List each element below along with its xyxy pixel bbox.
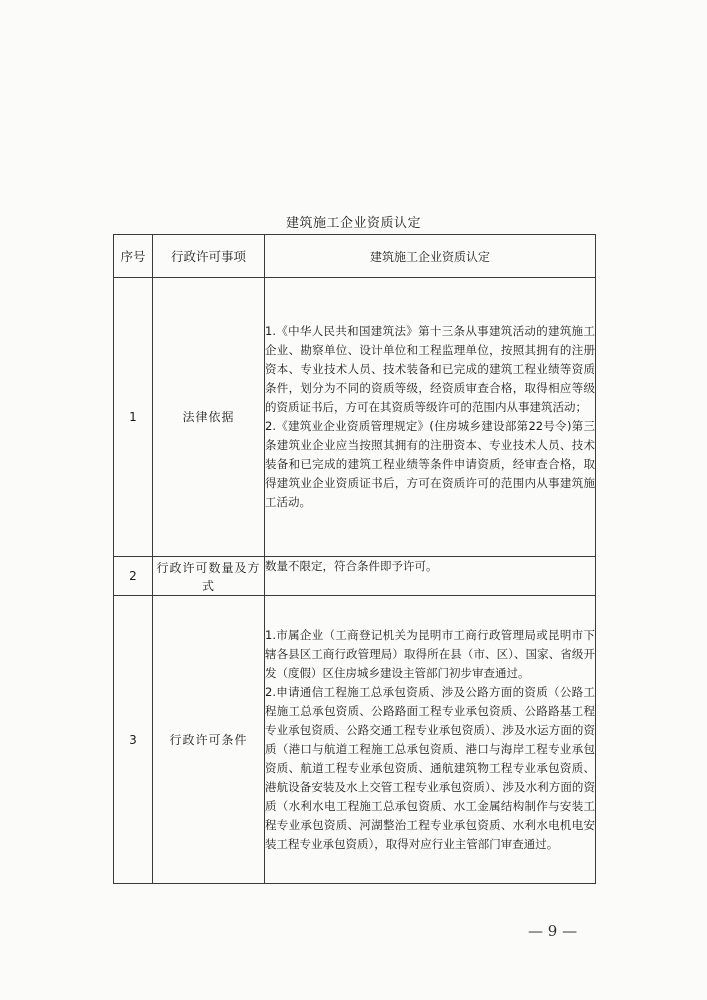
content-paragraph: 1.《中华人民共和国建筑法》第十三条从事建筑活动的建筑施工企业、勘察单位、设计单位和工程监理单位，按照其拥有的注册资本、专业技术人员、技术装备和已完成的建筑工程业绩等资质条件，划分为不同的资质等级，经资质审查合格，取得相应等级的资质证书后，方可在其资质等级许可的范围内从事建筑活动； <box>265 324 595 414</box>
header-subject: 建筑施工企业资质认定 <box>265 235 596 278</box>
qualification-table <box>113 234 596 884</box>
header-item: 行政许可事项 <box>153 235 265 278</box>
row-item: 行政许可条件 <box>153 596 265 884</box>
row-item: 法律依据 <box>153 278 265 557</box>
header-no: 序号 <box>114 235 153 278</box>
table-row <box>114 557 596 596</box>
row-content <box>265 557 596 596</box>
content-paragraph: 2.申请通信工程施工总承包资质、涉及公路方面的资质（公路工程施工总承包资质、公路路面工程专业承包资质、公路路基工程专业承包资质、公路交通工程专业承包资质）、涉及水运方面的资质（港口与航道工程施工总承包资质、港口与海岸工程专业承包资质、航道工程专业承包资质、通航建筑物工程专业承包资质、港航设备安装及水上交管工程专业承包资质）、涉及水利方面的资质（水利水电工程施工总承包资质、水工金属结构制作与安装工程专业承包资质、河湖整治工程专业承包资质、水利水电机电安装工程专业承包资质），取得对应行业主管部门审查通过。 <box>265 684 595 851</box>
table-header-row <box>114 235 596 278</box>
content-paragraph: 1.市属企业（工商登记机关为昆明市工商行政管理局或昆明市下辖各县区工商行政管理局）取得所在县（市、区）、国家、省级开发（度假）区住房城乡建设主管部门初步审查通过。 <box>265 627 595 680</box>
row-number: 2 <box>114 557 153 596</box>
row-content <box>265 596 596 884</box>
row-content <box>265 278 596 557</box>
document-title: 建筑施工企业资质认定 <box>285 216 421 231</box>
table-row <box>114 278 596 557</box>
page-number: — 9 — <box>528 922 578 940</box>
content-paragraph: 2.《建筑业企业资质管理规定》(住房城乡建设部第22号令)第三条建筑业企业应当按照其拥有的注册资本、专业技术人员、技术装备和已完成的建筑工程业绩等条件申请资质，经审查合格，取得建筑业企业资质证书后，方可在资质许可的范围内从事建筑施工活动。 <box>265 419 595 509</box>
row-item: 行政许可数量及方式 <box>153 557 265 596</box>
content-paragraph: 数量不限定，符合条件即予许可。 <box>265 559 438 573</box>
row-number: 1 <box>114 278 153 557</box>
table-row <box>114 596 596 884</box>
row-number: 3 <box>114 596 153 884</box>
